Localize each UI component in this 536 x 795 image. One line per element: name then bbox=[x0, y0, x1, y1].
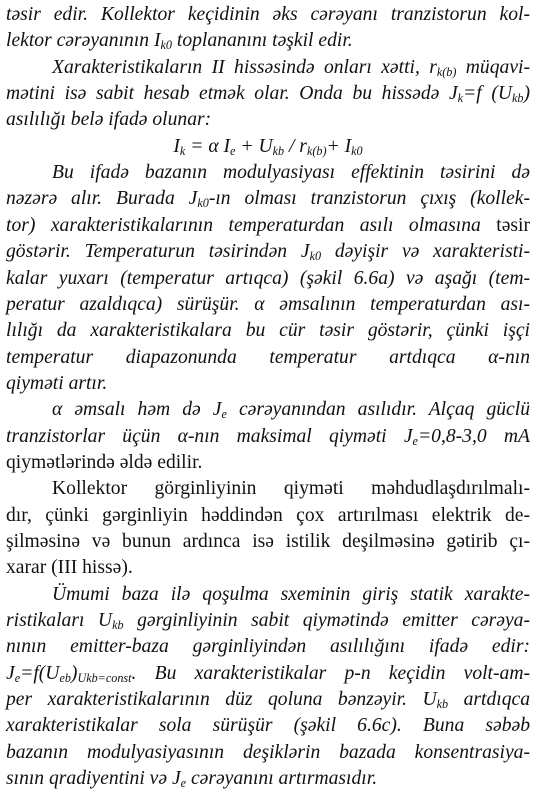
text-run: -ın olması tranzistorun çıxış (kollek- bbox=[208, 188, 530, 210]
text-line bbox=[6, 766, 530, 792]
text-run: Ümumi baza ilə qoşulma sxeminin giriş statik xarakte- bbox=[52, 583, 530, 605]
text-line bbox=[6, 555, 530, 581]
text-run: xarar (III hissə). bbox=[6, 557, 133, 579]
text-run: Xarakteristikaların II hissəsində onları xətti, r bbox=[52, 56, 437, 78]
subscript: k0 bbox=[197, 196, 209, 211]
text-run: ) bbox=[70, 662, 78, 684]
text-run: cərəyanını artırmasıdır. bbox=[186, 768, 378, 790]
text-line bbox=[6, 186, 530, 212]
subscript: k0 bbox=[309, 249, 322, 264]
subscript: eb bbox=[59, 670, 71, 685]
subscript: k bbox=[457, 91, 464, 106]
text-run: α əmsalı həm də J bbox=[52, 399, 222, 421]
text-line bbox=[6, 107, 530, 133]
text-line bbox=[52, 55, 530, 81]
text-run: tranzistorlar üçün α-nın maksimal qiyməti J bbox=[6, 425, 413, 447]
text-line bbox=[6, 318, 530, 344]
subscript: k0 bbox=[160, 38, 172, 53]
text-line bbox=[6, 661, 530, 687]
text-run: kalar yuxarı (temperatur artıqca) (şəkil 6.6a) və aşağı (tem- bbox=[6, 267, 530, 289]
text-run: peratur azaldıqca) sürüşür. α əmsalının temperaturdan ası- bbox=[6, 293, 530, 315]
text-run: toplananını təşkil edir. bbox=[171, 30, 353, 52]
subscript: e bbox=[180, 776, 187, 791]
text-line bbox=[52, 160, 530, 186]
subscript: Ukb=const bbox=[77, 670, 132, 685]
subscript: k0 bbox=[351, 143, 363, 158]
text-line bbox=[6, 740, 530, 766]
text-line bbox=[6, 239, 530, 265]
subscript: kb bbox=[512, 91, 524, 106]
text-line bbox=[6, 503, 530, 529]
subscript: k(b) bbox=[436, 64, 457, 79]
text-line bbox=[6, 713, 530, 739]
text-line bbox=[6, 424, 530, 450]
text-run: sının qradiyentini və J bbox=[6, 768, 181, 790]
text-run: =f (U bbox=[463, 83, 512, 105]
subscript: e bbox=[230, 143, 236, 158]
text-line bbox=[52, 476, 530, 502]
subscript: k bbox=[179, 143, 186, 158]
text-run: nəzərə alır. Burada J bbox=[6, 188, 198, 210]
text-run: lılığı da xarakteristikalara bu cür təsir göstərir, çünki işçi bbox=[6, 320, 530, 342]
text-line bbox=[6, 28, 530, 54]
text-run: şilməsinə və bunun ardınca isə istilik deşilməsinə gətirib çı- bbox=[6, 531, 530, 552]
text-run: lektor cərəyanının I bbox=[6, 30, 161, 52]
text-run: = α I bbox=[185, 135, 231, 157]
text-run: müqavi- bbox=[456, 56, 530, 78]
text-line bbox=[6, 529, 530, 555]
text-run: təsir bbox=[496, 214, 530, 236]
text-run: asılılığı belə ifadə olunar: bbox=[6, 109, 212, 131]
text-run: J bbox=[6, 662, 15, 684]
text-run: qiyməti artır. bbox=[6, 372, 108, 394]
subscript: kb bbox=[112, 618, 124, 633]
subscript: k(b) bbox=[306, 143, 327, 158]
text-line bbox=[6, 634, 530, 660]
text-line bbox=[6, 450, 530, 476]
text-line bbox=[6, 608, 530, 634]
text-line bbox=[6, 266, 530, 292]
text-run: tor) xarakteristikalarının temperaturdan asılı olmasına bbox=[6, 214, 497, 236]
text-run: cərəyanından asılıdır. Alçaq güclü bbox=[226, 399, 530, 421]
text-run: . Bu xarakteristikalar p-n keçidin volt-am- bbox=[131, 662, 530, 684]
subscript: kb bbox=[272, 143, 285, 158]
text-run: ristikaları U bbox=[6, 610, 113, 632]
text-run: =0,8-3,0 mA bbox=[417, 425, 530, 447]
text-run: təsir edir. Kollektor keçidinin əks cərəyanı tranzistorun kol- bbox=[6, 4, 530, 25]
text-run: temperatur diapazonunda temperatur artdıqca α-nın bbox=[6, 346, 530, 368]
text-line bbox=[6, 213, 530, 239]
subscript: e bbox=[221, 407, 227, 422]
text-line bbox=[6, 292, 530, 318]
text-run: + I bbox=[326, 135, 352, 157]
text-line bbox=[6, 345, 530, 371]
text-run: I bbox=[173, 135, 180, 157]
text-line bbox=[6, 687, 530, 713]
text-line bbox=[52, 397, 530, 423]
text-run: göstərir. Temperaturun təsirindən J bbox=[6, 241, 310, 263]
text-run: Kollektor görginliyinin qiyməti məhdudlaşdırılmalı- bbox=[52, 478, 530, 500]
text-run: xarakteristikalar sola sürüşür (şəkil 6.6c). Buna səbəb bbox=[6, 715, 530, 737]
subscript: kb bbox=[436, 697, 449, 712]
formula-line bbox=[0, 134, 536, 160]
text-run: qiymətlərində əldə edilir. bbox=[6, 451, 203, 473]
text-run: / r bbox=[284, 135, 307, 157]
text-run: mətini isə sabit hesab etmək olar. Onda bu hissədə J bbox=[6, 83, 458, 105]
text-line bbox=[6, 81, 530, 107]
text-run: nının emitter-baza gərginliyindən asılılığını ifadə edir: bbox=[6, 636, 530, 658]
text-run: =f(U bbox=[20, 662, 60, 684]
text-run: per xarakteristikalarının düz qoluna bənzəyir. U bbox=[6, 689, 437, 711]
text-run: dır, çünki gərginliyin həddindən çox artırılması elektrik de- bbox=[6, 504, 530, 526]
text-line bbox=[6, 2, 530, 28]
subscript: e bbox=[14, 670, 21, 685]
subscript: e bbox=[412, 433, 418, 448]
text-run: artdıqca bbox=[448, 689, 531, 711]
text-run: Bu ifadə bazanın modulyasiyası effektinin təsirini də bbox=[52, 162, 530, 184]
text-run: dəyişir və xarakteristi- bbox=[321, 241, 531, 263]
text-run: + U bbox=[235, 135, 273, 157]
text-run: ) bbox=[523, 83, 530, 105]
text-run: bazanın modulyasiyasının deşiklərin bazada konsentrasiya- bbox=[6, 741, 530, 763]
text-line bbox=[6, 371, 530, 397]
text-run: gərginliyinin sabit qiymətində emitter cərəya- bbox=[123, 610, 530, 632]
text-line bbox=[52, 582, 530, 608]
